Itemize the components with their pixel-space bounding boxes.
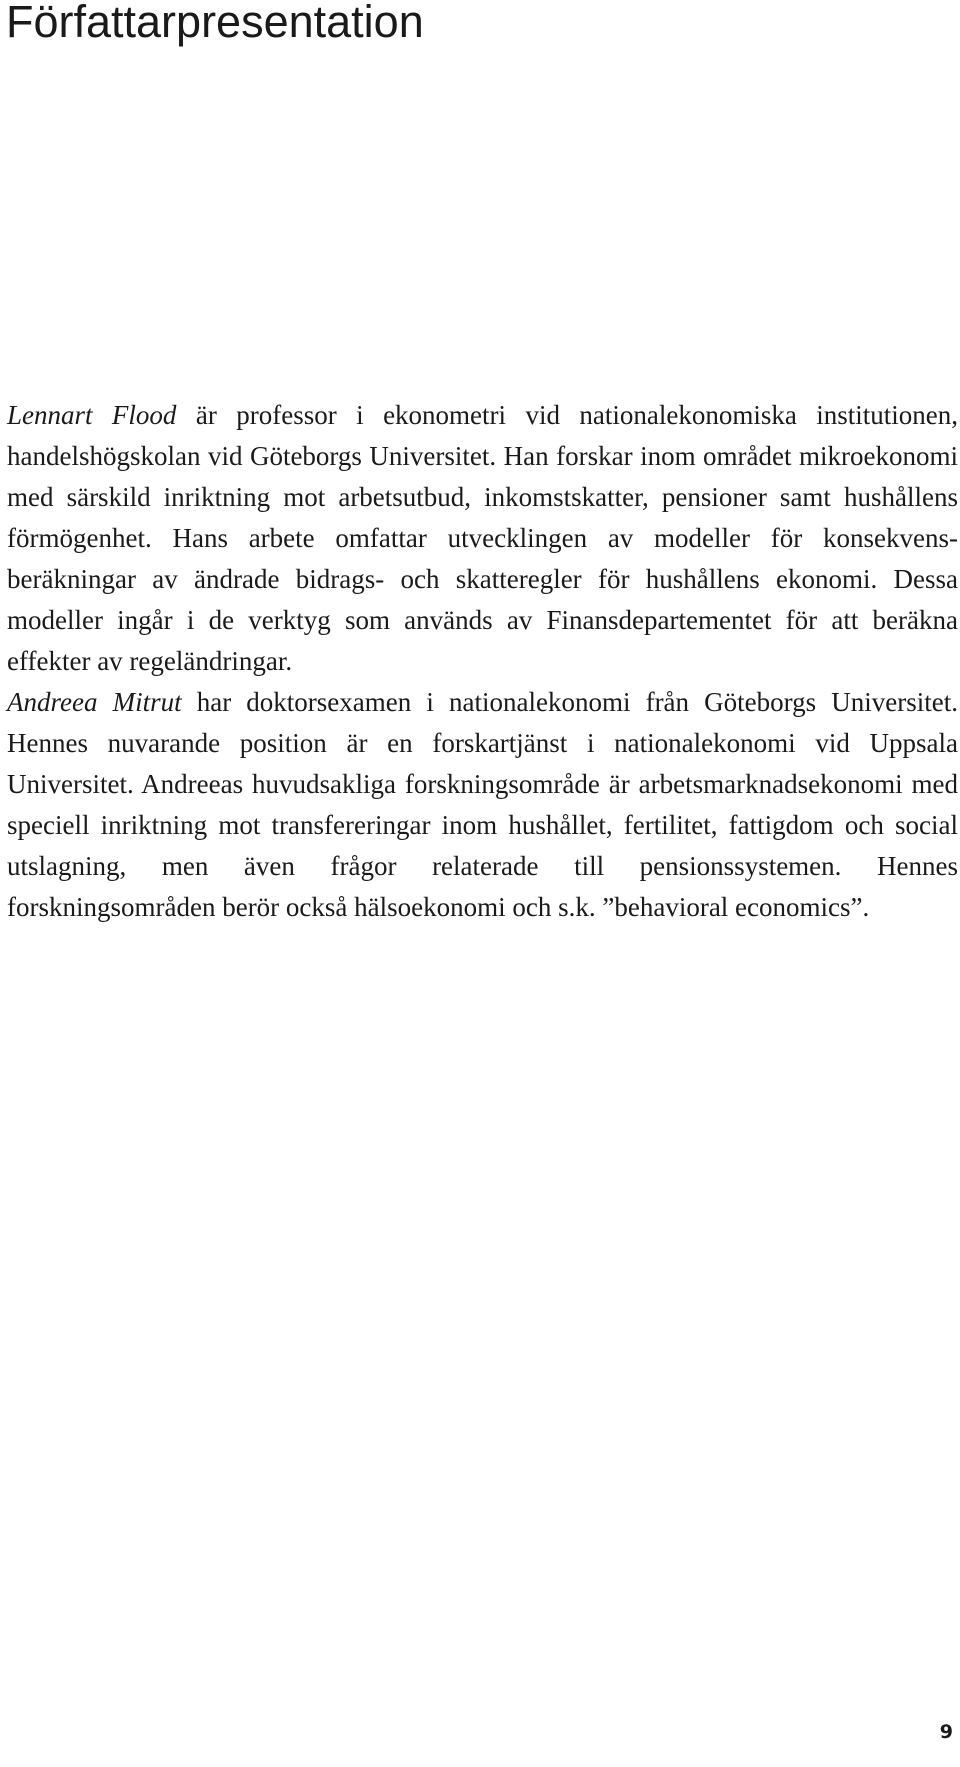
author-name: Andreea Mitrut xyxy=(7,687,182,717)
author-paragraph xyxy=(7,395,958,682)
page-number: 9 xyxy=(939,1721,953,1743)
page-title: Författarpresentation xyxy=(6,0,424,47)
author-presentation xyxy=(7,395,958,928)
author-bio: är professor i ekonometri vid nationalekonomiska institutionen, handelshögskolan vid Göteborgs Universitet. Han forskar inom området mikroekonomi med särskild inriktning mot arbetsutbud, inkomstskatter, pensioner samt hushållens förmögenhet. Hans arbete omfattar utvecklingen av modeller för konsekvensberäkningar av ändrade bidrags- och skatteregler för hushållens ekonomi. Dessa modeller ingår i de verktyg som används av Finansdepartementet för att beräkna effekter av regeländringar. xyxy=(7,400,958,676)
author-bio: har doktorsexamen i nationalekonomi från Göteborgs Universitet. Hennes nuvarande position är en forskartjänst i nationalekonomi vid Uppsala Universitet. Andreeas huvudsakliga forskningsområde är arbetsmarknadsekonomi med speciell inriktning mot transfereringar inom hushållet, fertilitet, fattigdom och social utslagning, men även frågor relaterade till pensionssystemen. Hennes forskningsområden berör också hälsoekonomi och s.k. ”behavioral economics”. xyxy=(7,687,958,922)
author-paragraph xyxy=(7,682,958,928)
author-name: Lennart Flood xyxy=(7,400,177,430)
